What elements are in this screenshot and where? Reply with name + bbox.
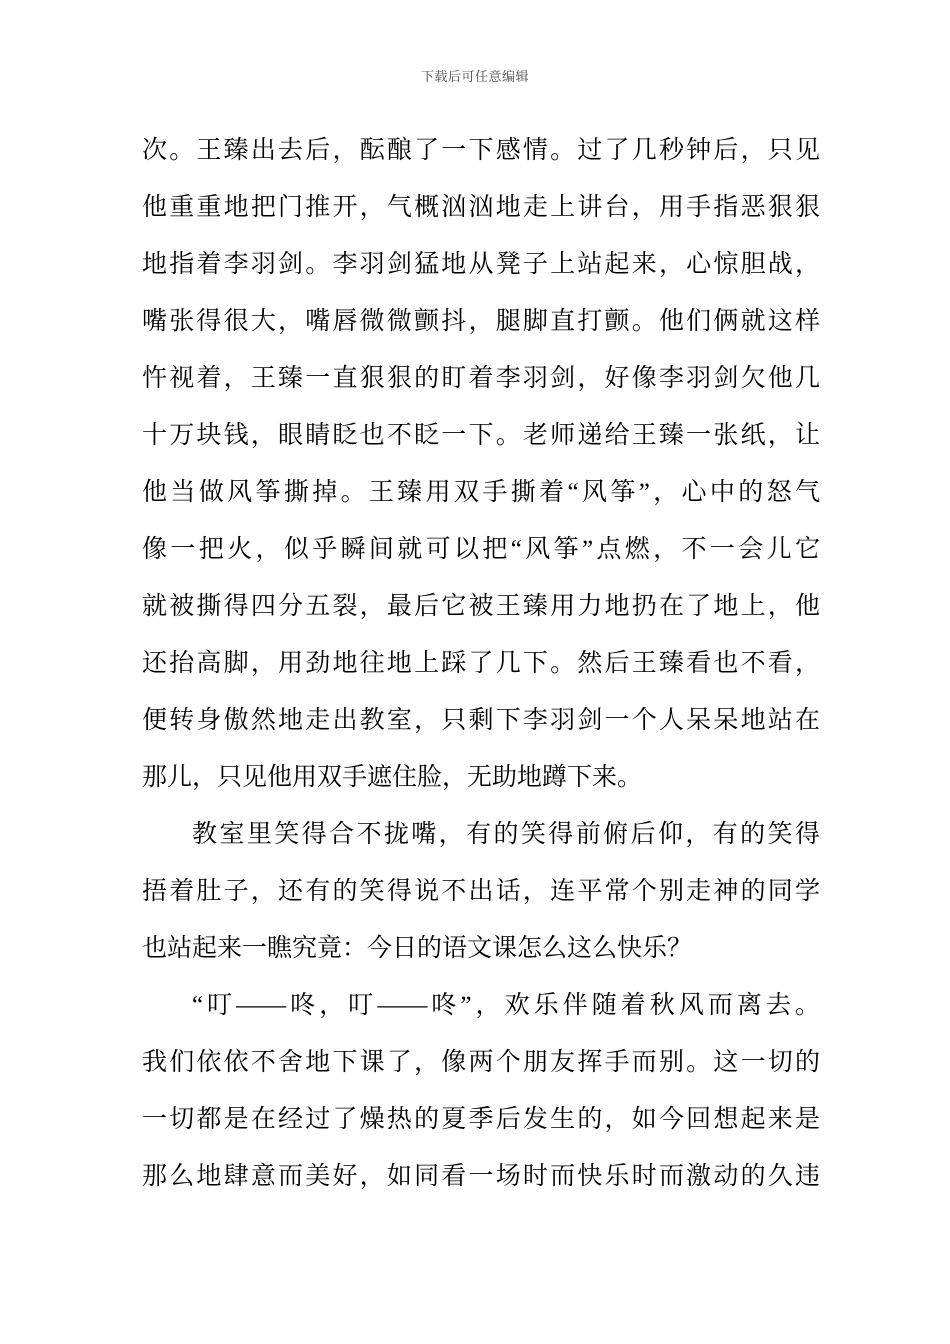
text-line: 他重重地把门推开，气概汹汹地走上讲台，用手指恶狠狠 <box>142 194 820 221</box>
text-line: 像一把火，似乎瞬间就可以把“风筝”点燃，不一会儿它 <box>142 536 820 563</box>
text-line: 那么地肆意而美好，如同看一场时而快乐时而激动的久违 <box>142 1163 820 1190</box>
text-line: 我们依依不舍地下课了，像两个朋友挥手而别。这一切的 <box>142 1049 820 1076</box>
text-line-paragraph-end: 那儿，只见他用双手遮住脸，无助地蹲下来。 <box>142 764 643 791</box>
text-line: 次。王臻出去后，酝酿了一下感情。过了几秒钟后，只见 <box>142 137 820 164</box>
text-line: 忤视着，王臻一直狠狠的盯着李羽剑，好像李羽剑欠他几 <box>142 365 820 392</box>
text-line-paragraph-start: “叮——咚，叮——咚”，欢乐伴随着秋风而离去。 <box>192 992 820 1019</box>
text-line: 一切都是在经过了燥热的夏季后发生的，如今回想起来是 <box>142 1106 820 1133</box>
text-line: 还抬高脚，用劲地往地上踩了几下。然后王臻看也不看， <box>142 650 820 677</box>
document-body <box>142 122 820 1205</box>
header-note: 下载后可任意编辑 <box>420 69 529 84</box>
text-line: 地指着李羽剑。李羽剑猛地从凳子上站起来，心惊胆战， <box>142 251 820 278</box>
text-line: 捂着肚子，还有的笑得说不出话，连平常个别走神的同学 <box>142 878 820 905</box>
text-line: 十万块钱，眼睛眨也不眨一下。老师递给王臻一张纸，让 <box>142 422 820 449</box>
text-line: 他当做风筝撕掉。王臻用双手撕着“风筝”，心中的怒气 <box>142 479 820 506</box>
text-line: 就被撕得四分五裂，最后它被王臻用力地扔在了地上，他 <box>142 593 820 620</box>
text-line: 便转身傲然地走出教室，只剩下李羽剑一个人呆呆地站在 <box>142 707 820 734</box>
text-line-paragraph-start: 教室里笑得合不拢嘴，有的笑得前俯后仰，有的笑得 <box>192 821 820 848</box>
text-line-paragraph-end: 也站起来一瞧究竟：今日的语文课怎么这么快乐？ <box>142 935 693 962</box>
text-line: 嘴张得很大，嘴唇微微颤抖，腿脚直打颤。他们俩就这样 <box>142 308 820 335</box>
